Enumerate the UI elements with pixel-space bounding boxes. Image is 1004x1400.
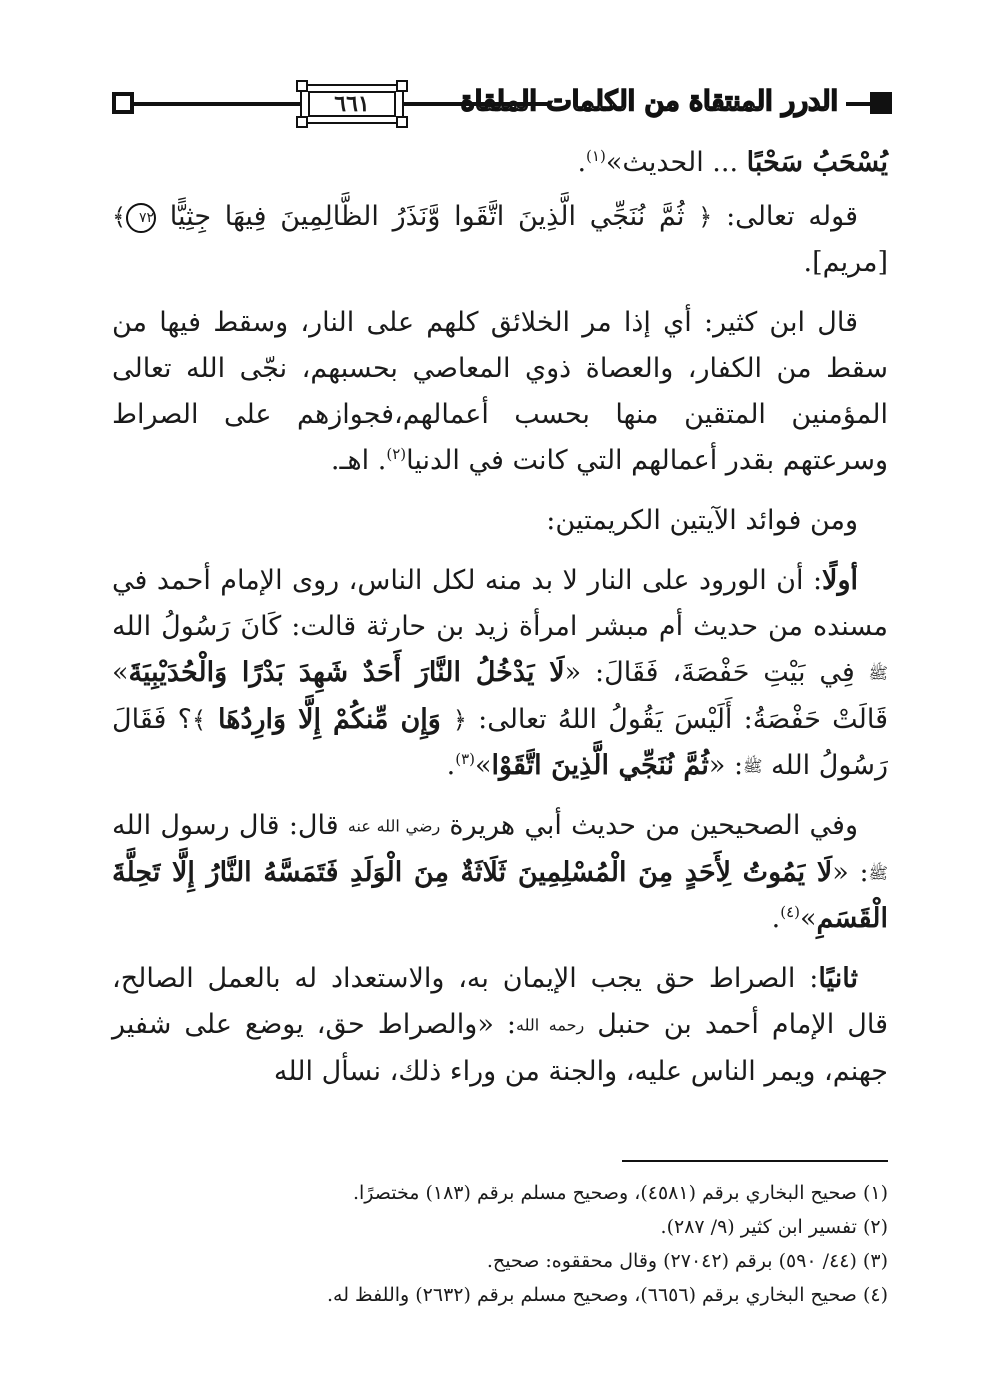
honorific-glyph: رحمه الله (516, 1015, 585, 1035)
benefit-label: أولًا (822, 565, 858, 596)
page-body (112, 140, 888, 1095)
hadith-bold-text: ثُمَّ نُنَجِّي الَّذِينَ اتَّقَوْا (491, 749, 709, 781)
text-span: : الصراط حق يجب الإيمان به، والاستعداد له بالعمل الصالح، قال الإمام أحمد بن حنبل (112, 963, 888, 1040)
text-span: قال: قال رسول الله (112, 810, 348, 841)
quran-bracket-close: ﴾ (112, 203, 127, 231)
honorific-glyph: ﷺ (868, 663, 888, 683)
paragraph-ibn-kathir (112, 300, 888, 484)
quran-bracket-close: ﴾ (191, 705, 206, 734)
header-rule-right (846, 102, 870, 106)
text-span: قوله تعالى: (712, 201, 858, 232)
hadith-bold-text: يُسْحَبُ سَحْبًا (746, 147, 888, 178)
quran-verse: ثُمَّ نُنَجِّي الَّذِينَ اتَّقَوا وَّنَذَرُ الظَّالِمِينَ فِيهَا جِثِيًّا (156, 201, 699, 232)
footnote-ref[interactable]: (٢) (386, 445, 407, 463)
paragraph-benefits-heading: ومن فوائد الآيتين الكريمتين: (546, 505, 858, 536)
header-rule-left (134, 102, 300, 106)
paragraph-second-benefit (112, 956, 888, 1095)
text-span: : « (832, 856, 869, 888)
hadith-bold-text: لَا يَدْخُلُ النَّارَ أَحَدٌ شَهِدَ بَدْرًا وَالْحُدَيْبِيَةَ (128, 657, 565, 688)
page-number-frame (300, 84, 404, 124)
text-span: . (577, 147, 587, 178)
quran-bracket-open: ﴿ (698, 203, 713, 231)
footnote-item: (٤) صحيح البخاري برقم (٦٦٥٦)، وصحيح مسلم برقم (٢٦٣٢) واللفظ له. (326, 1284, 888, 1306)
hadith-bold-text: لَا يَمُوتُ لِأَحَدٍ مِنَ الْمُسْلِمِينَ ثَلَاثَةٌ مِنَ الْوَلَدِ فَتَمَسَّهُ النَّارُ إِلَّا تَحِلَّةَ الْقَسَمِ (112, 856, 888, 934)
footnote-separator (622, 1160, 888, 1162)
text-span: : « (708, 749, 744, 781)
footnote-item: (١) صحيح البخاري برقم (٤٥٨١)، وصحيح مسلم برقم (١٨٣) مختصرًا. (352, 1182, 888, 1204)
text-span: . اهـ. (330, 445, 387, 476)
footnote-ref[interactable]: (١) (586, 147, 606, 165)
footnote-item: (٣) (٤٤/ ٥٩٠) برقم (٢٧٠٤٢) وقال محققوه: صحيح. (486, 1250, 888, 1272)
honorific-glyph: رضي الله عنه (347, 816, 441, 836)
paragraph-sahihayn (112, 803, 888, 942)
text-span: : أن الورود على النار لا بد منه لكل الناس، روى الإمام أحمد في مسنده من حديث أم مبشر امرأة زيد بن حارثة قالت: كَانَ رَسُولُ الله (112, 565, 888, 642)
footnote-ref[interactable]: (٣) (455, 749, 476, 768)
footnotes (112, 1176, 888, 1312)
footnote-ref[interactable]: (٤) (780, 903, 801, 921)
text-span: . (771, 903, 781, 934)
book-title: الدرر المنتقاة من الكلمات الملقاة (460, 86, 838, 117)
paragraph-hadith-end (112, 140, 888, 186)
text-span: ... الحديث» (605, 147, 747, 178)
footnote-item: (٢) تفسير ابن كثير (٩/ ٢٨٧). (660, 1216, 888, 1238)
text-span: [مريم]. (803, 247, 888, 278)
paragraph-verse (112, 194, 888, 286)
ornament-square-hollow (112, 92, 134, 114)
page-number: ٦٦١ (334, 91, 370, 117)
text-span: » (475, 749, 492, 781)
text-span: قال ابن كثير: أي إذا مر الخلائق كلهم على النار، وسقط فيها من سقط من الكفار، والعصاة ذوي المعاصي بحسبهم، نجّى الله تعالى المؤمنين المتقين منها بحسب أعمالهم،فجوازهم على الصراط وسرعتهم بقدر أعمالهم التي كانت في الدنيا (112, 307, 888, 476)
text-span: . (446, 749, 456, 781)
text-span: ؟ فَقَالَ رَسُولُ الله (112, 703, 888, 781)
text-span: » قَالَتْ حَفْصَةُ: أَلَيْسَ يَقُولُ اللهُ تعالى: (112, 657, 888, 735)
paragraph-first-benefit (112, 558, 888, 789)
text-span: وفي الصحيحين من حديث أبي هريرة (440, 810, 859, 841)
quran-bracket-open: ﴿ (452, 705, 467, 734)
honorific-glyph: ﷺ (743, 756, 763, 775)
quran-verse: وَإِن مِّنكُمْ إِلَّا وَارِدُهَا (206, 703, 453, 735)
text-span: » (800, 903, 817, 934)
ornament-square-solid (870, 92, 892, 114)
text-span: : «والصراط حق، يوضع على شفير جهنم، ويمر الناس عليه، والجنة من وراء ذلك، نسأل الله (112, 1009, 888, 1087)
page-header (112, 84, 892, 124)
text-span: فِي بَيْتِ حَفْصَةَ، فَقَالَ: « (564, 657, 869, 688)
benefit-label: ثانيًا (818, 963, 858, 994)
honorific-glyph: ﷺ (868, 863, 888, 882)
verse-number-badge: ٧٢ (126, 203, 156, 233)
